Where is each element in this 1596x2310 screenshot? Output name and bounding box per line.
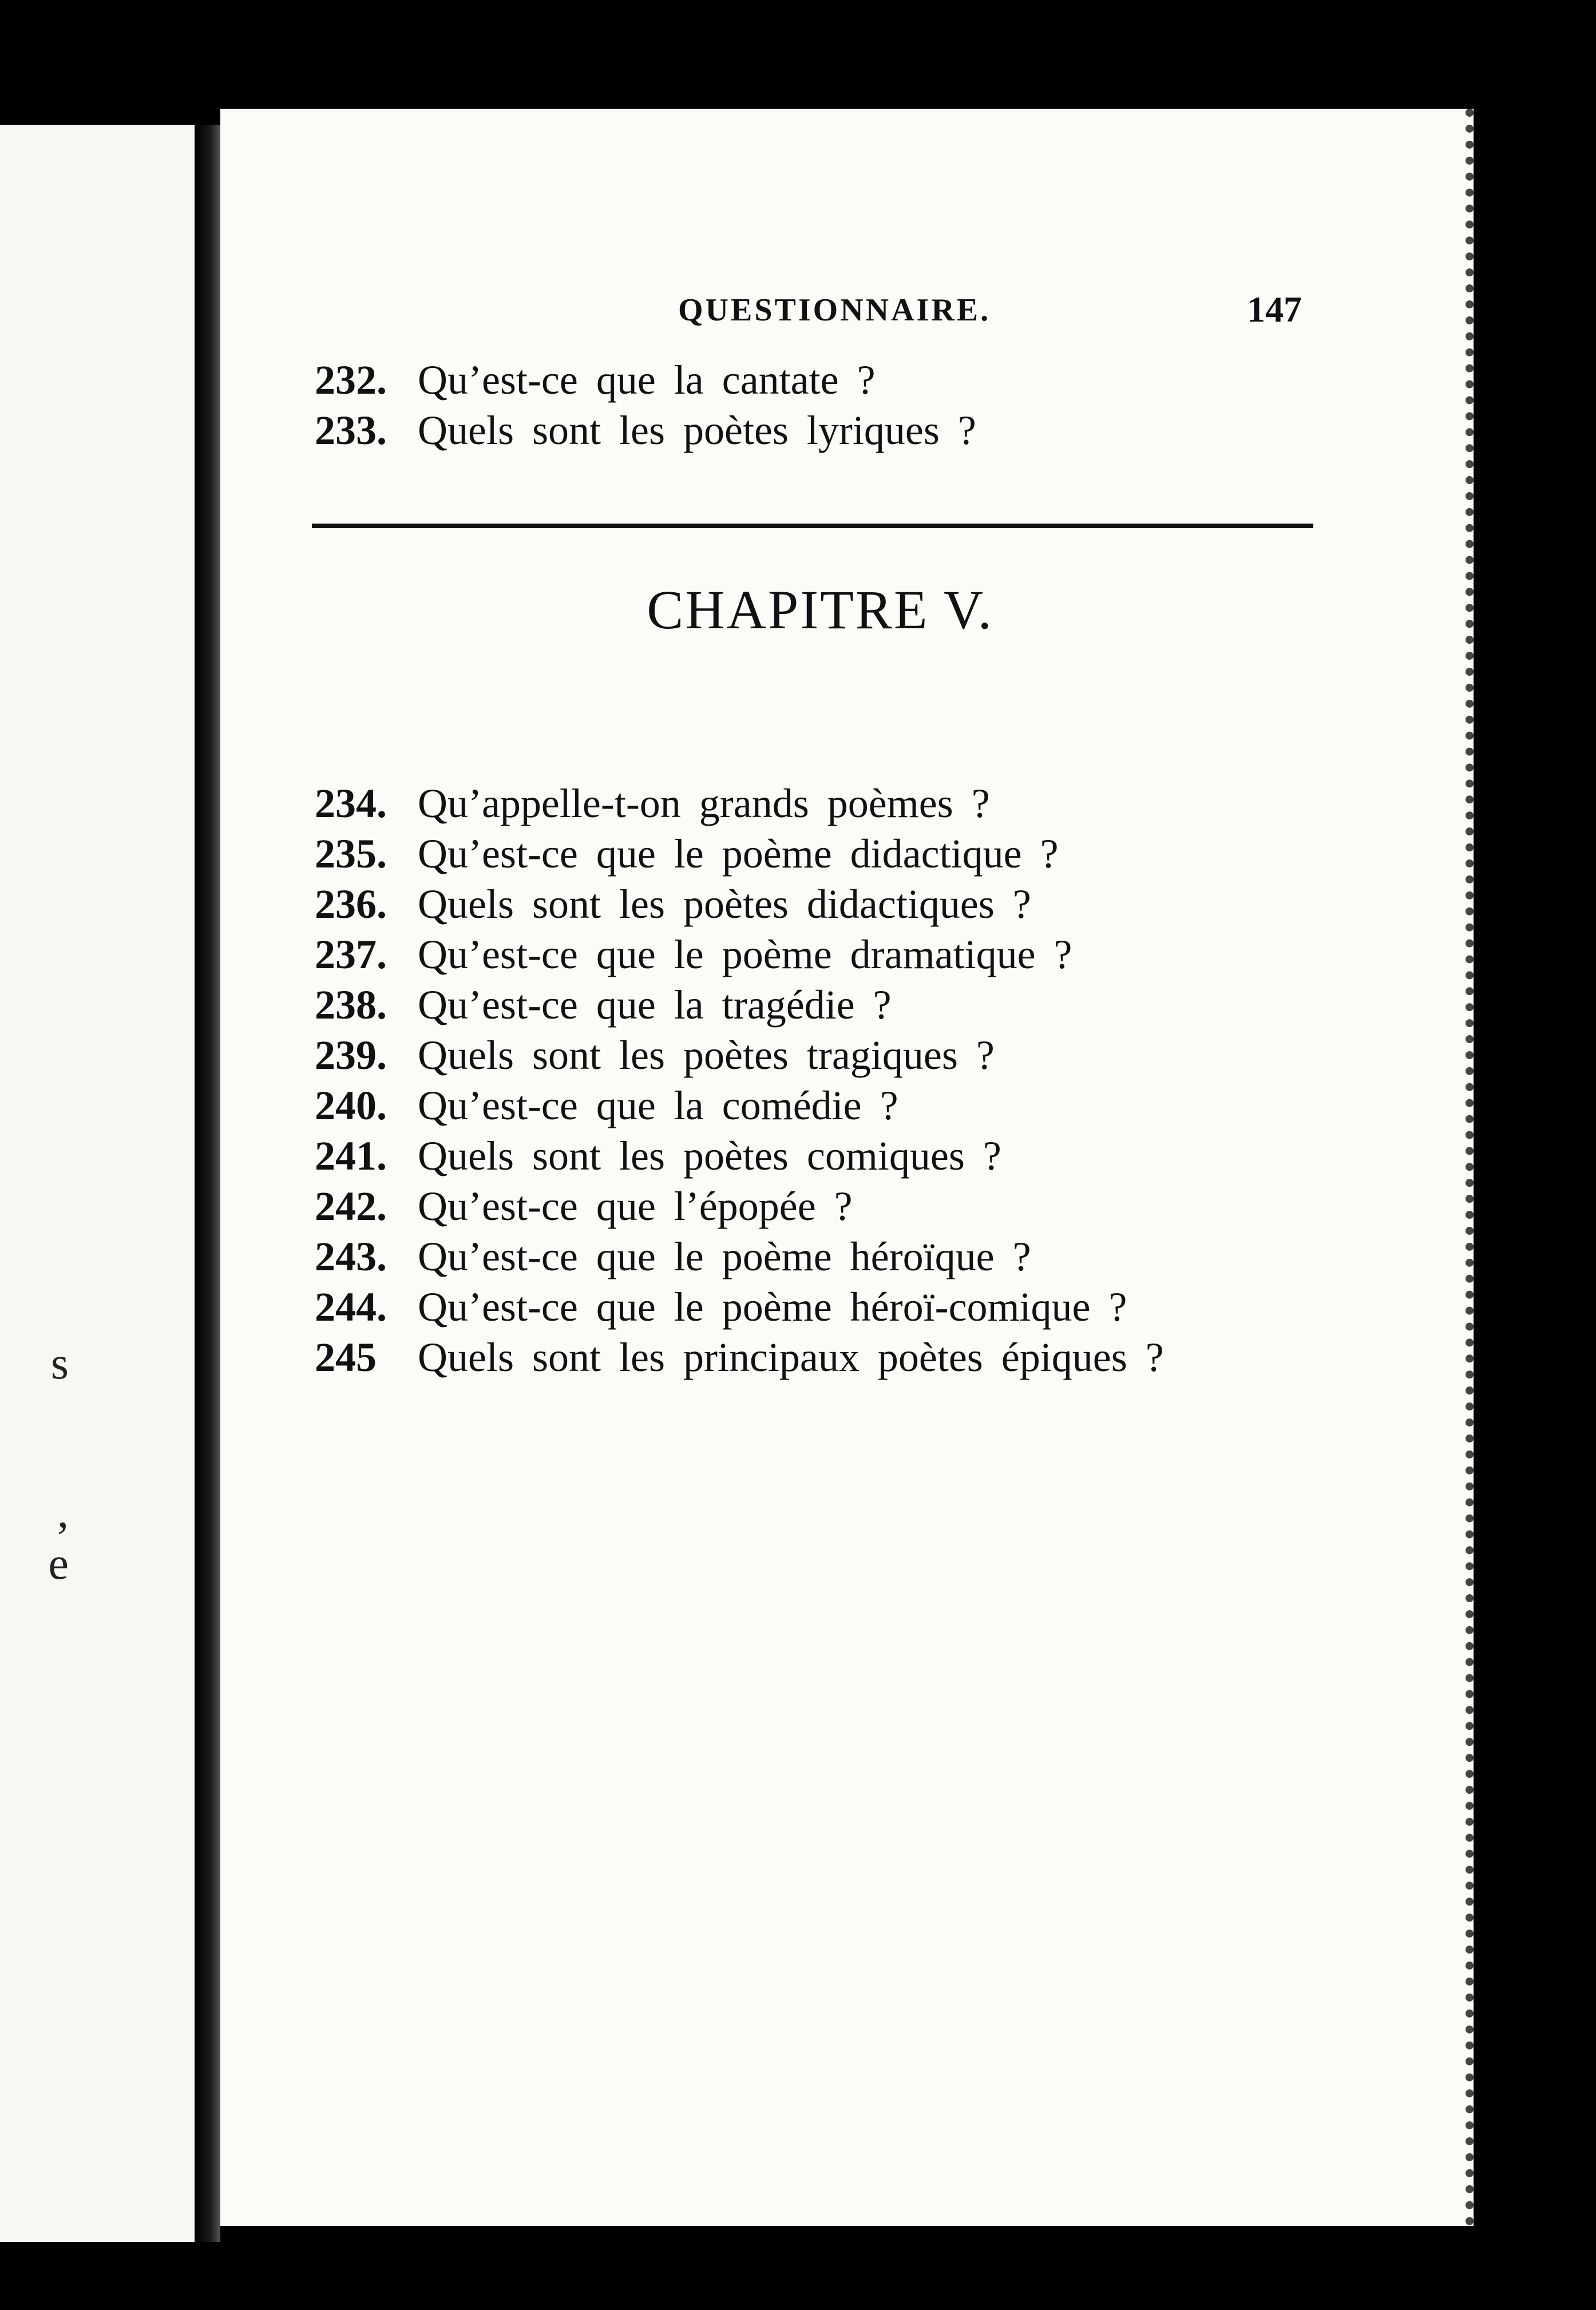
question-text: Qu’est-ce que l’épopée ? bbox=[418, 1183, 853, 1229]
question-item bbox=[315, 1332, 1164, 1382]
question-text: Quels sont les poètes comiques ? bbox=[418, 1133, 1001, 1179]
question-number: 235. bbox=[315, 831, 387, 877]
question-list-chapter-v bbox=[315, 778, 1164, 1382]
question-text: Qu’appelle-t-on grands poèmes ? bbox=[418, 780, 990, 826]
question-text: Quels sont les principaux poètes épiques ? bbox=[418, 1334, 1164, 1380]
question-item bbox=[315, 355, 976, 405]
question-number: 234. bbox=[315, 780, 387, 826]
question-text: Quels sont les poètes didactiques ? bbox=[418, 881, 1031, 927]
question-text: Qu’est-ce que le poème héroïque ? bbox=[418, 1234, 1031, 1279]
question-list-previous-chapter bbox=[315, 355, 976, 455]
question-number: 245 bbox=[315, 1334, 377, 1380]
question-text: Qu’est-ce que la cantate ? bbox=[418, 357, 876, 403]
question-text: Quels sont les poètes lyriques ? bbox=[418, 407, 976, 453]
chapter-title: CHAPITRE V. bbox=[647, 579, 993, 640]
left-page-fragment: e bbox=[48, 1539, 69, 1589]
question-item bbox=[315, 778, 1164, 829]
question-item bbox=[315, 1282, 1164, 1332]
question-item bbox=[315, 829, 1164, 879]
question-text: Qu’est-ce que la comédie ? bbox=[418, 1083, 898, 1128]
page-header bbox=[220, 289, 1466, 338]
question-text: Qu’est-ce que le poème héroï-comique ? bbox=[418, 1284, 1127, 1330]
question-text: Qu’est-ce que le poème didactique ? bbox=[418, 831, 1059, 877]
question-number: 233. bbox=[315, 407, 387, 453]
question-number: 236. bbox=[315, 881, 387, 927]
question-number: 243. bbox=[315, 1234, 387, 1279]
question-text: Quels sont les poètes tragiques ? bbox=[418, 1032, 995, 1078]
question-number: 239. bbox=[315, 1032, 387, 1078]
question-number: 244. bbox=[315, 1284, 387, 1330]
question-item bbox=[315, 405, 976, 455]
question-item bbox=[315, 980, 1164, 1030]
page-number: 147 bbox=[1247, 289, 1302, 330]
question-number: 240. bbox=[315, 1083, 387, 1128]
question-item bbox=[315, 1131, 1164, 1181]
question-text: Qu’est-ce que le poème dramatique ? bbox=[418, 932, 1072, 977]
section-divider-rule bbox=[312, 524, 1313, 528]
left-page-edge bbox=[0, 125, 198, 2242]
question-item bbox=[315, 1080, 1164, 1131]
question-number: 241. bbox=[315, 1133, 387, 1179]
question-item bbox=[315, 1030, 1164, 1080]
left-page-fragment: s bbox=[50, 1338, 69, 1389]
left-page-fragment: , bbox=[57, 1487, 69, 1538]
question-item bbox=[315, 929, 1164, 980]
question-number: 232. bbox=[315, 357, 387, 403]
question-number: 238. bbox=[315, 982, 387, 1028]
question-number: 237. bbox=[315, 932, 387, 977]
book-binding-shadow bbox=[195, 125, 220, 2242]
question-number: 242. bbox=[315, 1183, 387, 1229]
running-title: QUESTIONNAIRE. bbox=[678, 292, 991, 328]
question-item bbox=[315, 1231, 1164, 1282]
question-text: Qu’est-ce que la tragédie ? bbox=[418, 982, 892, 1028]
book-page bbox=[220, 109, 1474, 2226]
question-item bbox=[315, 879, 1164, 929]
question-item bbox=[315, 1181, 1164, 1231]
